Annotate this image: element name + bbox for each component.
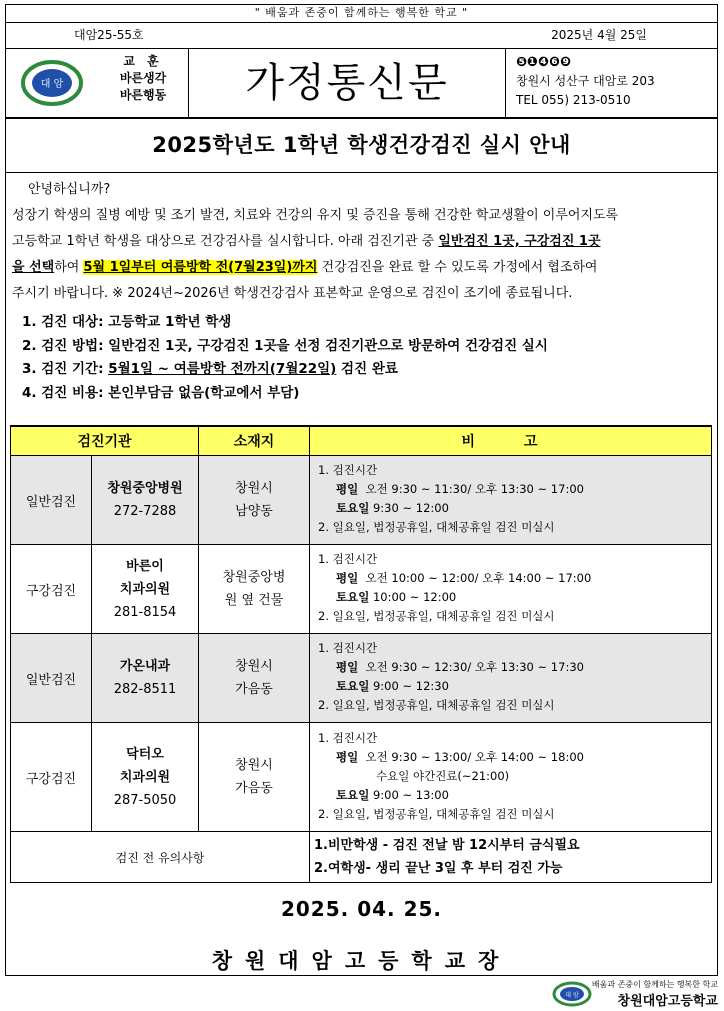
masthead <box>6 49 717 119</box>
location-line: 원 옆 건물 <box>224 593 284 608</box>
weekday-label: 평일 <box>336 660 359 674</box>
location-cell <box>199 456 310 545</box>
wednesday-night-hours: 수요일 야간진료(~21:00) <box>376 768 510 783</box>
location-line: 가음동 <box>235 682 273 697</box>
weekday-time: 오전 9:30 ~ 12:30/ 오후 13:30 ~ 17:30 <box>365 660 584 674</box>
exam-details-list <box>6 311 717 405</box>
closing-date: 2025. 04. 25. <box>280 897 443 921</box>
clinic-phone: 272-7288 <box>113 504 177 519</box>
remarks-cell <box>310 723 712 832</box>
saturday-time: 10:00 ~ 12:00 <box>372 590 457 604</box>
intro-line-1: 성장기 학생의 질병 예방 및 조기 발견, 치료와 건강의 유지 및 증진을 통해 건강한 학교생활이 이루어지도록 <box>12 208 619 223</box>
location-line: 창원시 <box>235 481 273 496</box>
list-item: 4. 검진 비용: 본인부담금 없음(학교에서 부담) <box>22 384 300 401</box>
location-line: 창원시 <box>235 758 273 773</box>
weekday-label: 평일 <box>336 482 359 496</box>
remark-line: 2. 일요일, 법정공휴일, 대체공휴일 검진 미실시 <box>318 806 555 821</box>
selection-emphasis-end: 을 선택 <box>12 260 55 275</box>
weekday-time: 오전 9:30 ~ 13:00/ 오후 14:00 ~ 18:00 <box>365 749 584 764</box>
school-motto <box>98 49 188 117</box>
saturday-hours <box>318 677 705 696</box>
saturday-time: 9:00 ~ 12:30 <box>372 679 449 693</box>
school-slogan: " 배움과 존중이 함께하는 행복한 학교 " <box>6 5 717 23</box>
location-line: 남양동 <box>235 504 273 519</box>
clinic-name: 닥터오 <box>126 746 164 762</box>
exam-type: 일반검진 <box>11 634 92 723</box>
school-emblem-icon <box>21 60 83 106</box>
motto-heading: 교 훈 <box>123 54 163 68</box>
clinic-cell <box>92 545 199 634</box>
weekday-time: 오전 10:00 ~ 12:00/ 오후 14:00 ~ 17:00 <box>365 571 592 585</box>
school-phone: TEL 055) 213-0510 <box>516 93 631 107</box>
sequence-number: ❺❶❹❻❾ <box>516 55 572 70</box>
saturday-label: 토요일 <box>336 787 370 802</box>
saturday-label: 토요일 <box>336 590 370 604</box>
clinic-phone: 282-8511 <box>113 682 177 697</box>
table-header-row <box>11 426 712 456</box>
location-line: 창원시 <box>235 659 273 674</box>
location-cell <box>199 545 310 634</box>
school-address: 창원시 성산구 대암로 203 <box>516 74 655 88</box>
clinic-table <box>10 425 712 883</box>
weekday-label: 평일 <box>336 749 359 764</box>
saturday-label: 토요일 <box>336 501 370 515</box>
location-line: 가음동 <box>235 781 273 796</box>
weekday-hours <box>318 569 705 588</box>
clinic-phone: 281-8154 <box>113 604 177 620</box>
period-underlined: 5월1일 ~ 여름방학 전까지(7월22일) <box>108 361 337 377</box>
logo-text: 대 암 <box>565 992 579 999</box>
weekday-hours <box>318 748 705 767</box>
intro-line-3 <box>12 255 711 281</box>
intro-line-2 <box>12 229 711 255</box>
issue-date: 2025년 4월 25일 <box>551 28 647 42</box>
footer-brand <box>552 979 718 1009</box>
clinic-cell <box>92 634 199 723</box>
issue-number: 대암25-55호 <box>74 28 144 42</box>
clinic-name: 치과의원 <box>119 581 171 597</box>
location-cell <box>199 634 310 723</box>
caution-label: 검진 전 유의사항 <box>11 832 310 883</box>
intro-text: 고등학교 1학년 학생을 대상으로 건강검사를 실시합니다. 아래 검진기관 중 <box>12 234 439 249</box>
clinic-name: 창원중앙병원 <box>107 481 183 496</box>
remark-line: 2. 일요일, 법정공휴일, 대체공휴일 검진 미실시 <box>318 698 555 712</box>
remarks-cell <box>310 634 712 723</box>
location-line: 창원중앙병 <box>222 570 286 585</box>
logo-text: 대 암 <box>40 79 64 90</box>
list-item <box>22 358 717 382</box>
saturday-time: 9:30 ~ 12:00 <box>372 501 449 515</box>
weekday-hours <box>318 658 705 677</box>
remark-line: 1. 검진시간 <box>318 552 378 566</box>
remarks-cell <box>310 456 712 545</box>
motto-line-2: 바른행동 <box>119 88 167 102</box>
clinic-name: 가온내과 <box>119 659 171 674</box>
intro-paragraph <box>6 177 717 307</box>
footer-school-name: 창원대암고등학교 <box>617 994 718 1009</box>
weekday-label: 평일 <box>336 571 359 585</box>
saturday-time: 9:00 ~ 13:00 <box>372 787 449 802</box>
weekday-time: 오전 9:30 ~ 11:30/ 오후 13:30 ~ 17:00 <box>365 482 584 496</box>
list-item-suffix: 검진 완료 <box>336 361 398 377</box>
table-row <box>11 545 712 634</box>
table-row <box>11 723 712 832</box>
caution-line: 1.비만학생 - 검진 전날 밤 12시부터 금식필요 <box>314 838 580 853</box>
remark-line: 1. 검진시간 <box>318 730 378 745</box>
remark-line: 2. 일요일, 법정공휴일, 대체공휴일 검진 미실시 <box>318 520 555 534</box>
school-contact <box>506 49 717 117</box>
weekday-hours <box>318 480 705 499</box>
title-divider <box>6 172 717 173</box>
remark-line: 1. 검진시간 <box>318 463 378 477</box>
greeting: 안녕하십니까? <box>28 182 111 197</box>
header-clinic: 검진기관 <box>11 426 199 456</box>
notice-title: 2025학년도 1학년 학생건강검진 실시 안내 <box>152 133 571 157</box>
clinic-cell <box>92 456 199 545</box>
intro-line-4: 주시기 바랍니다. ※ 2024년~2026년 학생건강검사 표본학교 운영으로 검진이 조기에 종료됩니다. <box>12 286 573 301</box>
list-item: 1. 검진 대상: 고등학교 1학년 학생 <box>22 314 232 330</box>
school-emblem-icon <box>552 981 592 1007</box>
saturday-hours <box>318 786 705 805</box>
saturday-label: 토요일 <box>336 679 370 693</box>
remarks-cell <box>310 545 712 634</box>
exam-type: 구강검진 <box>11 545 92 634</box>
header-location: 소재지 <box>199 426 310 456</box>
saturday-hours <box>318 588 705 607</box>
list-item-label: 3. 검진 기간: <box>22 361 109 377</box>
footer-text <box>592 979 718 1009</box>
exam-type: 구강검진 <box>11 723 92 832</box>
motto-line-1: 바른생각 <box>119 71 167 85</box>
list-item: 2. 검진 방법: 일반검진 1곳, 구강검진 1곳을 선정 검진기관으로 방문하여 건강검진 실시 <box>22 337 548 354</box>
principal-signature: 창원대암고등학교장 <box>211 949 512 973</box>
newsletter-page <box>5 4 718 976</box>
clinic-name: 치과의원 <box>119 769 171 785</box>
intro-text: 건강검진을 완료 할 수 있도록 가정에서 협조하여 <box>317 260 598 275</box>
caution-row <box>11 832 712 883</box>
remark-line: 2. 일요일, 법정공휴일, 대체공휴일 검진 미실시 <box>318 609 555 623</box>
saturday-hours <box>318 499 705 518</box>
newsletter-title: 가정통신문 <box>188 49 506 117</box>
selection-emphasis: 일반검진 1곳, 구강검진 1곳 <box>438 234 601 249</box>
clinic-phone: 287-5050 <box>113 792 177 808</box>
caution-text <box>310 832 712 883</box>
clinic-cell <box>92 723 199 832</box>
exam-type: 일반검진 <box>11 456 92 545</box>
issue-meta <box>6 23 717 49</box>
table-row <box>11 456 712 545</box>
intro-text: 하여 <box>54 260 84 275</box>
remark-line: 1. 검진시간 <box>318 641 378 655</box>
header-remarks: 비 고 <box>310 426 712 456</box>
clinic-name: 바른이 <box>126 558 164 574</box>
location-cell <box>199 723 310 832</box>
table-row <box>11 634 712 723</box>
footer-slogan: 배움과 존중이 함께하는 행복한 학교 <box>591 980 718 989</box>
caution-line: 2.여학생- 생리 끝난 3일 후 부터 검진 가능 <box>314 861 563 876</box>
period-highlight: 5월 1일부터 여름방학 전(7월23일)까지 <box>83 260 318 275</box>
school-logo <box>6 49 98 117</box>
